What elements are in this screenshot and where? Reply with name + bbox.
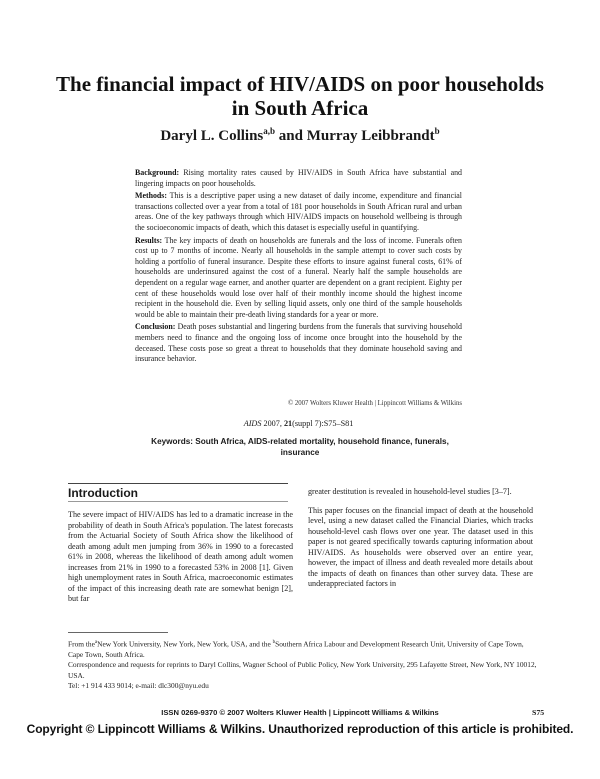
affil-a-text: New York University, New York, New York, USA, and the xyxy=(97,639,271,649)
contact-info: Tel: +1 914 433 9014; e-mail: dlc300@nyu.edu xyxy=(68,681,209,691)
author-1-affiliation-marker: a,b xyxy=(263,126,276,136)
abstract-conclusion xyxy=(135,322,462,364)
section-heading-introduction: Introduction xyxy=(68,486,138,500)
abstract-background xyxy=(135,168,462,189)
keywords xyxy=(150,436,450,458)
abstract-conclusion-text: Death poses substantial and lingering burdens from the funerals that surviving household members need to finance and the ongoing loss of income once brought into the household by the deceased. These costs pose so great a threat to households that they dominate household saving and insurance behavior. xyxy=(135,322,462,364)
abstract-background-label: Background: xyxy=(135,168,180,177)
abstract-methods xyxy=(135,191,462,233)
section-rule-bottom xyxy=(68,501,288,502)
intro-paragraph-continued: greater destitution is revealed in household-level studies [3–7]. xyxy=(308,487,512,496)
abstract-methods-label: Methods: xyxy=(135,191,167,201)
body-column-right xyxy=(308,487,533,598)
abstract-results-text: The key impacts of death on households are funerals and the loss of income. Funerals often cost up to 7 months of income. Nearly all households in the sample attempt to cover such costs by holding a portfolio of funeral insurance. Despite these efforts to insure against funeral costs, 61% of households are underinsured against the cost of a funeral. Nearly half the sample households are dependent on a regular wage earner, and another quarter are dependent on a grant recipient. Eighty per cent of these households would lose over half of their monthly income should the highest income recipient in the household die. Even by selling liquid assets, only one third of the sample households would be able to maintain their pre-death living standards for a year or more. xyxy=(135,235,462,319)
article-title xyxy=(40,72,560,120)
correspondence: Correspondence and requests for reprints to Daryl Collins, Wagner School of Public Policy, New York University, 295 Lafayette Street, New York, NY 10012, USA. xyxy=(68,660,537,680)
body-column-left xyxy=(68,510,293,613)
abstract-conclusion-label: Conclusion: xyxy=(135,322,176,332)
citation-volume: 21 xyxy=(283,419,293,428)
journal-citation xyxy=(135,419,462,428)
abstract-results xyxy=(135,236,462,321)
article-title-line-1: The financial impact of HIV/AIDS on poor households xyxy=(56,72,544,96)
abstract-results-label: Results: xyxy=(135,235,163,245)
affil-b-marker: b xyxy=(272,640,276,645)
footnotes xyxy=(68,638,538,692)
keywords-label: Keywords: xyxy=(151,437,194,446)
keywords-text: South Africa, AIDS-related mortality, household finance, funerals, insurance xyxy=(195,437,449,457)
affil-from: From the xyxy=(68,639,95,649)
author-line xyxy=(40,126,560,145)
intro-paragraph-2: This paper focuses on the financial impact of death at the household level, using a new dataset called the Financial Diaries, which tracks household-level cash flows over one year. The dataset used in this paper is not geared specifically towards capturing information about HIV/AIDS. As households were observed over an entire year, however, the impact of illness and death revealed more details about the impacts of death on finances than other survey data. These are underappreciated factors in xyxy=(308,505,533,588)
issn-line: ISSN 0269-9370 © 2007 Wolters Kluwer Health | Lippincott Williams & Wilkins xyxy=(161,708,439,717)
affiliations xyxy=(68,638,538,660)
section-rule-top xyxy=(68,483,288,484)
copyright-notice: Copyright © Lippincott Williams & Wilkins. Unauthorized reproduction of this article is prohibited. xyxy=(26,722,574,736)
page-number: S75 xyxy=(532,708,545,717)
affil-b-text: Southern Africa Labour and Development Research Unit, University of Cape Town, Cape Town, South Africa. xyxy=(68,639,524,659)
author-2-affiliation-marker: b xyxy=(434,126,440,136)
article-title-line-2: in South Africa xyxy=(231,96,369,120)
intro-paragraph-1: The severe impact of HIV/AIDS has led to a dramatic increase in the probability of death in South Africa's population. The latest forecasts from the Actuarial Society of South Africa show the likelihood of death among adult men jumping from 36% in 1990 to a forecasted 61% in 2008, whereas the likelihood of death among adult women increases from 21% in 1990 to a forecasted 53% in 2008 [1]. Given high unemployment rates in South Africa, macroeconomic estimates of the impact of this increasing death rate are somewhat benign [2], but far xyxy=(68,510,293,603)
affil-a-marker: a xyxy=(94,640,98,645)
citation-year: 2007, xyxy=(263,419,282,428)
footnote-rule xyxy=(68,632,168,633)
abstract-methods-text: This is a descriptive paper using a new dataset of daily income, expenditure and financial transactions collected over a year from a total of 181 poor households in South African rural and urban areas. One of the key pathways through which HIV/AIDS impacts on household wellbeing is through the socioeconomic impacts of death, which this dataset is especially useful in quantifying. xyxy=(135,191,462,232)
abstract xyxy=(135,168,462,367)
citation-journal: AIDS xyxy=(243,419,262,428)
abstract-copyright: © 2007 Wolters Kluwer Health | Lippincott Williams & Wilkins xyxy=(287,400,462,407)
author-1: Daryl L. Collins xyxy=(160,128,264,144)
author-2: Murray Leibbrandt xyxy=(306,128,435,144)
abstract-background-text: Rising mortality rates caused by HIV/AIDS in South Africa have substantial and lingering impacts on poor households. xyxy=(135,168,462,188)
author-conjunction: and xyxy=(278,128,303,144)
citation-pages: (suppl 7):S75–S81 xyxy=(292,419,354,428)
